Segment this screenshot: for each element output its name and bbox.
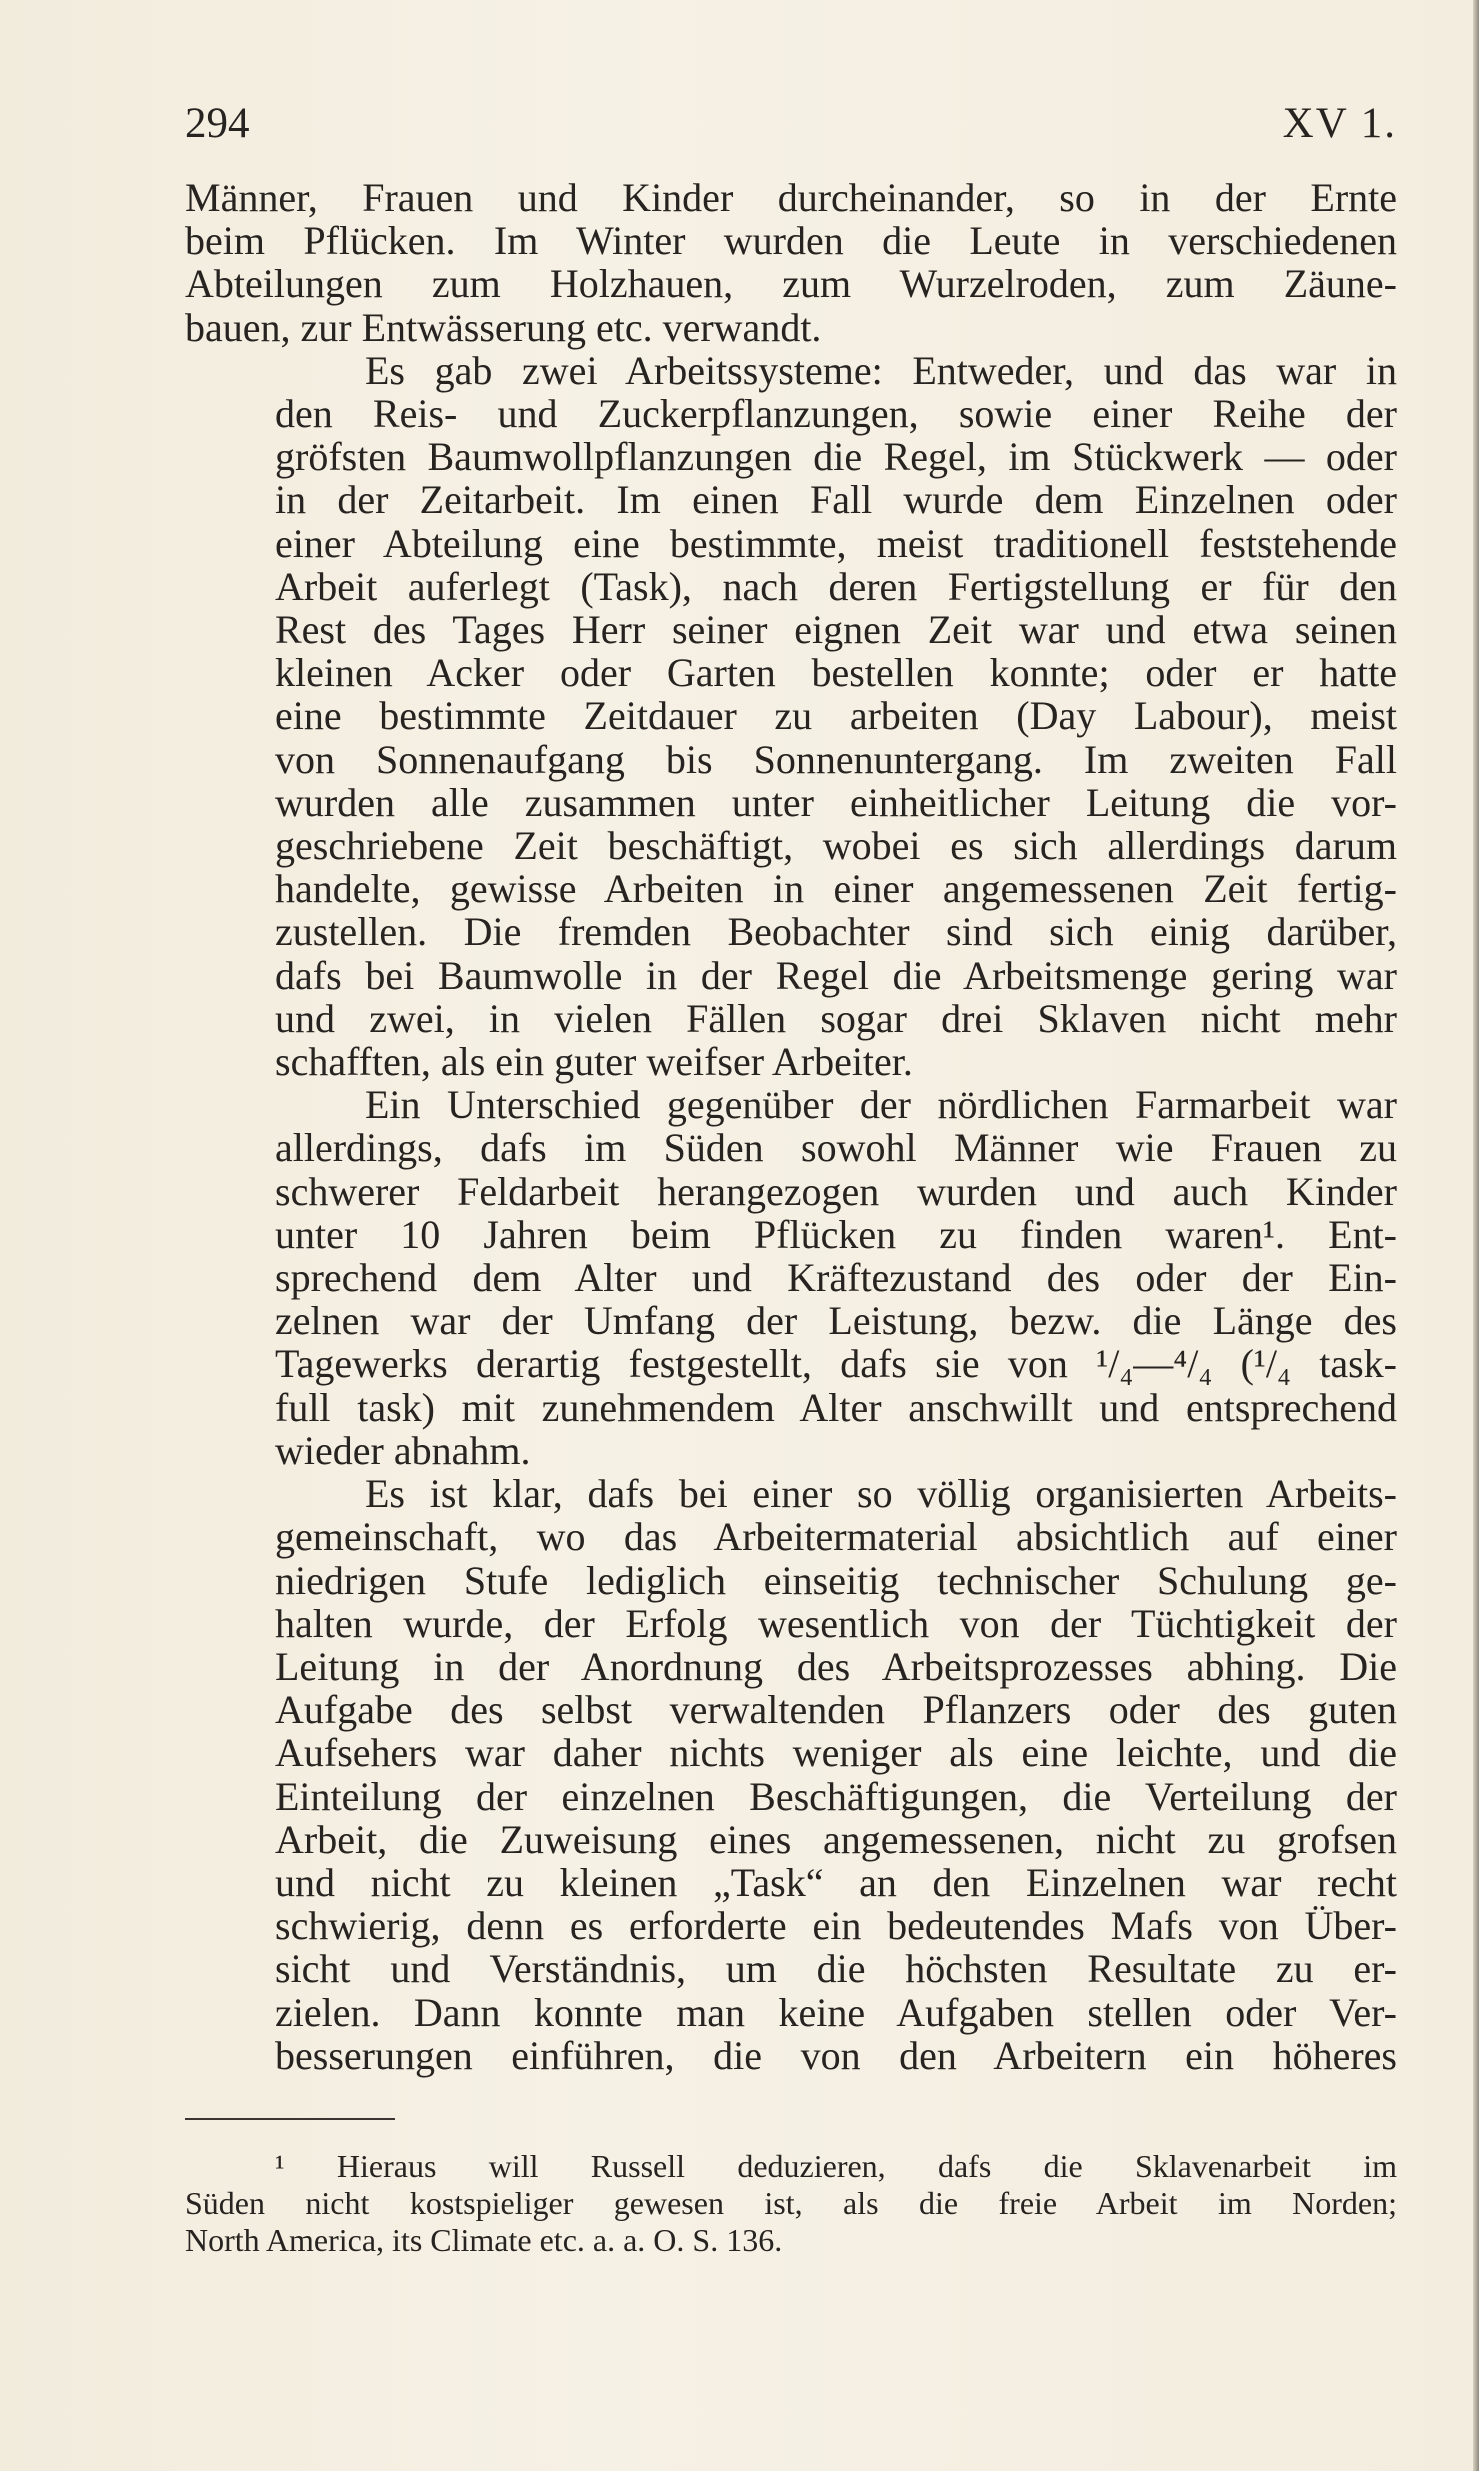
text-line: sicht und Verständnis, um die höchsten Resultate zu er- xyxy=(275,1946,1397,1992)
text-line: Aufgabe des selbst verwaltenden Pflanzers oder des guten xyxy=(275,1687,1397,1733)
footnote-line: Süden nicht kostspieliger gewesen ist, als die freie Arbeit im Norden; xyxy=(185,2185,1397,2221)
text-line: zelnen war der Umfang der Leistung, bezw. die Länge des xyxy=(275,1298,1397,1344)
text-line: gröfsten Baumwollpflanzungen die Regel, im Stückwerk — oder xyxy=(275,434,1397,480)
text-line: bauen, zur Entwässerung etc. verwandt. xyxy=(185,304,822,350)
page-number: 294 xyxy=(185,100,250,147)
text-line: Es gab zwei Arbeitssysteme: Entweder, und das war in xyxy=(365,347,1397,393)
text-line: Aufsehers war daher nichts weniger als eine leichte, und die xyxy=(275,1730,1397,1776)
text-line: halten wurde, der Erfolg wesentlich von der Tüchtigkeit der xyxy=(275,1600,1397,1646)
paragraph-3 xyxy=(185,1083,1397,1472)
text-line: schwerer Feldarbeit herangezogen wurden und auch Kinder xyxy=(275,1168,1397,1214)
text-line: Arbeit, die Zuweisung eines angemessenen, nicht zu grofsen xyxy=(275,1816,1397,1862)
text-line: unter 10 Jahren beim Pflücken zu finden waren¹. Ent- xyxy=(275,1211,1397,1257)
text-line: wieder abnahm. xyxy=(275,1427,531,1473)
text-line: wurden alle zusammen unter einheitlicher Leitung die vor- xyxy=(275,779,1397,825)
text-line: und zwei, in vielen Fällen sogar drei Sklaven nicht mehr xyxy=(275,995,1397,1041)
text-line: Rest des Tages Herr seiner eignen Zeit war und etwa seinen xyxy=(275,607,1397,653)
text-line: besserungen einführen, die von den Arbeitern ein höheres xyxy=(275,2032,1397,2078)
text-line: Ein Unterschied gegenüber der nördlichen Farmarbeit war xyxy=(365,1082,1397,1128)
text-line: Es ist klar, dafs bei einer so völlig organisierten Arbeits- xyxy=(365,1471,1397,1517)
text-line: handelte, gewisse Arbeiten in einer angemessenen Zeit fertig- xyxy=(275,866,1397,912)
text-line: niedrigen Stufe lediglich einseitig technischer Schulung ge- xyxy=(275,1557,1397,1603)
text-line: sprechend dem Alter und Kräftezustand des oder der Ein- xyxy=(275,1255,1397,1301)
text-line: Einteilung der einzelnen Beschäftigungen, die Verteilung der xyxy=(275,1773,1397,1819)
text-line: einer Abteilung eine bestimmte, meist traditionell feststehende xyxy=(275,520,1397,566)
text-line: dafs bei Baumwolle in der Regel die Arbeitsmenge gering war xyxy=(275,952,1397,998)
text-line: geschriebene Zeit beschäftigt, wobei es sich allerdings darum xyxy=(275,823,1397,869)
text-line: den Reis- und Zuckerpflanzungen, sowie einer Reihe der xyxy=(275,391,1397,437)
main-text xyxy=(185,176,1397,2077)
text-line: schafften, als ein guter weifser Arbeiter. xyxy=(275,1039,913,1085)
text-line: schwierig, denn es erforderte ein bedeutendes Mafs von Über- xyxy=(275,1903,1397,1949)
footnote-line: ¹ Hieraus will Russell deduzieren, dafs die Sklavenarbeit im xyxy=(275,2148,1397,2184)
page-edge-shadow xyxy=(1473,0,1479,2471)
paragraph-1 xyxy=(185,176,1397,349)
text-line: und nicht zu kleinen „Task“ an den Einzelnen war recht xyxy=(275,1859,1397,1905)
paragraph-4 xyxy=(185,1472,1397,2077)
footnote-line: North America, its Climate etc. a. a. O. S. 136. xyxy=(185,2222,783,2258)
running-header xyxy=(185,98,1397,150)
footnote-separator xyxy=(185,2118,395,2120)
text-line: in der Zeitarbeit. Im einen Fall wurde dem Einzelnen oder xyxy=(275,477,1397,523)
text-line: eine bestimmte Zeitdauer zu arbeiten (Day Labour), meist xyxy=(275,693,1397,739)
text-line: beim Pflücken. Im Winter wurden die Leute in verschiedenen xyxy=(185,218,1397,264)
text-line: allerdings, dafs im Süden sowohl Männer wie Frauen zu xyxy=(275,1125,1397,1171)
paragraph-2 xyxy=(185,349,1397,1083)
footnote xyxy=(185,2148,1397,2259)
text-line: gemeinschaft, wo das Arbeitermaterial absichtlich auf einer xyxy=(275,1514,1397,1560)
text-line: Arbeit auferlegt (Task), nach deren Fertigstellung er für den xyxy=(275,563,1397,609)
text-line: Tagewerks derartig festgestellt, dafs sie von ¹/₄—⁴/₄ (¹/₄ task- xyxy=(275,1341,1397,1387)
text-line: Männer, Frauen und Kinder durcheinander, so in der Ernte xyxy=(185,175,1397,220)
text-line: zustellen. Die fremden Beobachter sind sich einig darüber, xyxy=(275,909,1397,955)
section-signature: XV 1. xyxy=(1282,100,1397,147)
text-line: kleinen Acker oder Garten bestellen konnte; oder er hatte xyxy=(275,650,1397,696)
text-line: Abteilungen zum Holzhauen, zum Wurzelroden, zum Zäune- xyxy=(185,261,1397,307)
text-line: von Sonnenaufgang bis Sonnenuntergang. Im zweiten Fall xyxy=(275,736,1397,782)
text-line: full task) mit zunehmendem Alter anschwillt und entsprechend xyxy=(275,1384,1397,1430)
text-line: Leitung in der Anordnung des Arbeitsprozesses abhing. Die xyxy=(275,1643,1397,1689)
text-line: zielen. Dann konnte man keine Aufgaben stellen oder Ver- xyxy=(275,1989,1397,2035)
